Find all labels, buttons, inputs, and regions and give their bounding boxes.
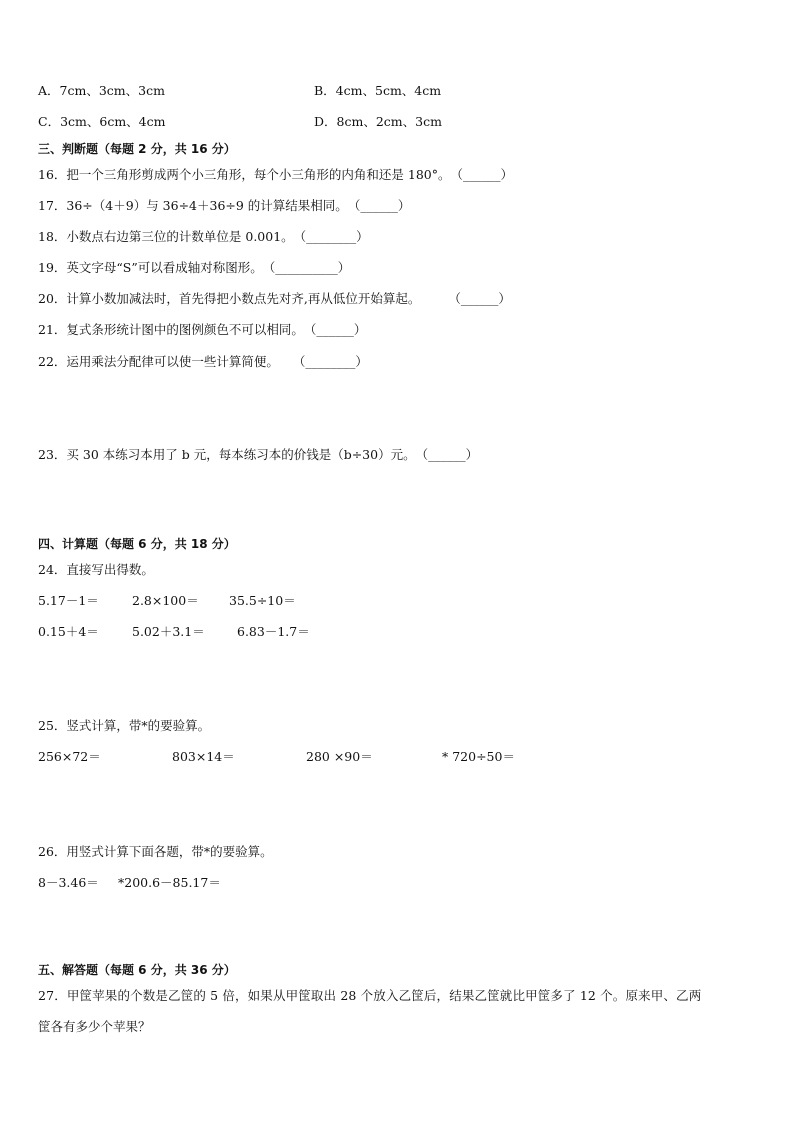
- question-23: [38, 446, 478, 464]
- question-21: [38, 321, 366, 339]
- section-3-title: 三、判断题（每题 2 分，共 16 分）: [38, 142, 236, 156]
- question-18: [38, 228, 369, 246]
- calc-24-4: 0.15＋4＝: [38, 624, 99, 639]
- question-22-text: 22．运用乘法分配律可以使一些计算简便。: [38, 354, 279, 369]
- question-19-text: 19．英文字母“S”可以看成轴对称图形。: [38, 260, 263, 275]
- answer-blank-18[interactable]: （________）: [293, 229, 369, 244]
- question-27-line-2: 筐各有多少个苹果？: [38, 1019, 151, 1034]
- option-c: C．3cm、6cm、4cm: [38, 114, 166, 129]
- question-27-line-1: 27．甲筐苹果的个数是乙筐的 5 倍，如果从甲筐取出 28 个放入乙筐后，结果乙筐就比甲筐多了 12 个。原来甲、乙两: [38, 988, 702, 1003]
- question-16: [38, 166, 513, 184]
- question-19: [38, 259, 350, 277]
- calc-26-2: *200.6－85.17＝: [118, 875, 221, 890]
- answer-blank-17[interactable]: （______）: [347, 198, 411, 213]
- section-4-title: 四、计算题（每题 6 分，共 18 分）: [38, 537, 236, 551]
- calc-24-2: 2.8×100＝: [132, 593, 199, 608]
- option-d: D．8cm、2cm、3cm: [314, 114, 442, 129]
- calc-25-2: 803×14＝: [172, 749, 235, 764]
- answer-blank-22[interactable]: （________）: [292, 354, 368, 369]
- question-25-title: 25．竖式计算，带*的要验算。: [38, 718, 211, 733]
- calc-24-3: 35.5÷10＝: [229, 593, 296, 608]
- question-24-title: 24．直接写出得数。: [38, 562, 154, 577]
- calc-25-4: * 720÷50＝: [442, 749, 515, 764]
- calc-26-1: 8－3.46＝: [38, 875, 99, 890]
- question-21-text: 21．复式条形统计图中的图例颜色不可以相同。: [38, 322, 304, 337]
- calc-25-3: 280 ×90＝: [306, 749, 373, 764]
- answer-blank-20[interactable]: （______）: [448, 291, 511, 306]
- calc-25-1: 256×72＝: [38, 749, 101, 764]
- question-20: [38, 290, 511, 308]
- option-a: A．7cm、3cm、3cm: [38, 83, 165, 98]
- calc-24-1: 5.17－1＝: [38, 593, 99, 608]
- answer-blank-21[interactable]: （______）: [303, 322, 367, 337]
- question-17-text: 17．36÷（4＋9）与 36÷4＋36÷9 的计算结果相同。: [38, 198, 348, 213]
- question-17: [38, 197, 410, 215]
- option-b: B．4cm、5cm、4cm: [314, 83, 442, 98]
- answer-blank-16[interactable]: （______）: [450, 167, 514, 182]
- answer-blank-19[interactable]: （__________）: [262, 260, 351, 275]
- section-5-title: 五、解答题（每题 6 分，共 36 分）: [38, 963, 236, 977]
- question-23-text: 23．买 30 本练习本用了 b 元，每本练习本的价钱是（b÷30）元。: [38, 447, 416, 462]
- question-16-text: 16．把一个三角形剪成两个小三角形，每个小三角形的内角和还是 180°。: [38, 167, 451, 182]
- question-22: [38, 353, 368, 371]
- question-18-text: 18．小数点右边第三位的计数单位是 0.001。: [38, 229, 294, 244]
- question-20-text: 20．计算小数加减法时，首先得把小数点先对齐,再从低位开始算起。: [38, 291, 421, 306]
- answer-blank-23[interactable]: （______）: [415, 447, 479, 462]
- calc-24-6: 6.83－1.7＝: [237, 624, 310, 639]
- calc-24-5: 5.02＋3.1＝: [132, 624, 205, 639]
- question-26-title: 26．用竖式计算下面各题，带*的要验算。: [38, 844, 273, 859]
